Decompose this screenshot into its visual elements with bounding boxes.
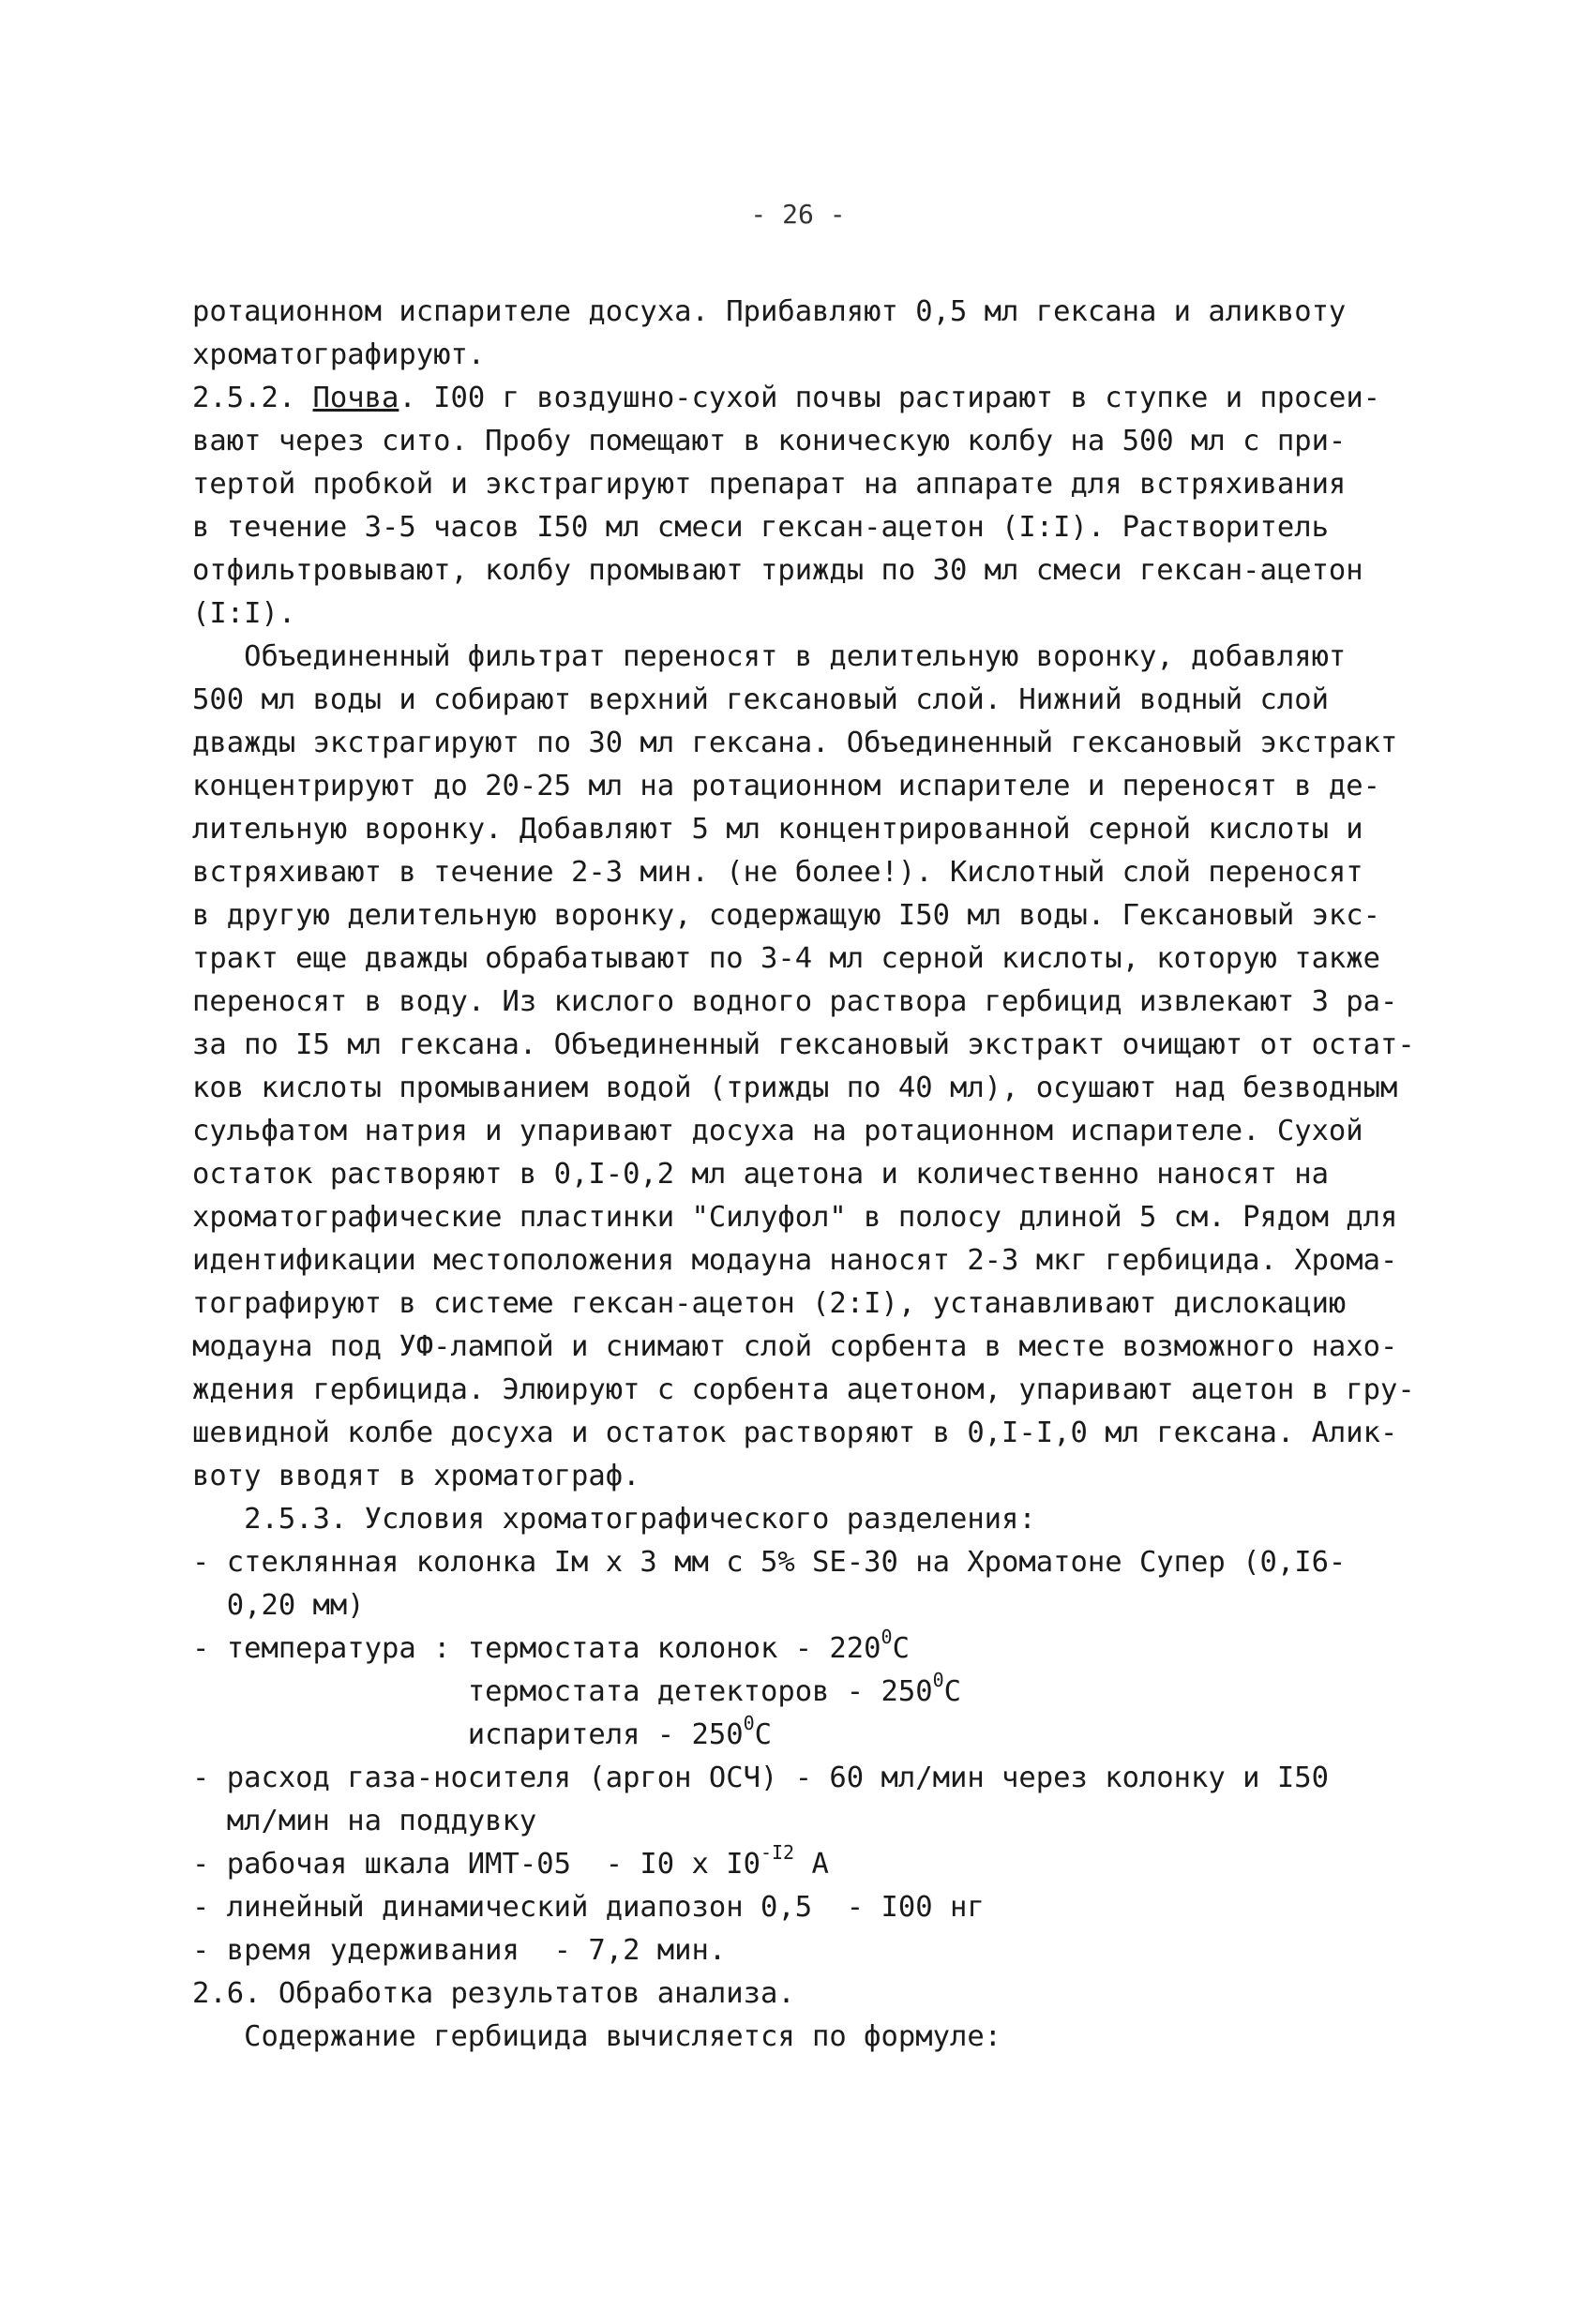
line-text: испарителя - 250 bbox=[192, 1718, 744, 1751]
text-line bbox=[192, 463, 1449, 506]
text-line bbox=[192, 1584, 1449, 1627]
text-line bbox=[192, 808, 1449, 851]
text-line bbox=[192, 679, 1449, 722]
line-text: 2.5.3. Условия хроматографического разделения: bbox=[192, 1503, 1036, 1536]
line-text: встряхивают в течение 2-3 мин. (не более!). Кислотный слой переносят bbox=[192, 856, 1363, 889]
text-line bbox=[192, 851, 1449, 894]
superscript: 0 bbox=[743, 1711, 755, 1734]
superscript: 0 bbox=[881, 1625, 893, 1648]
text-line bbox=[192, 636, 1449, 679]
text-line bbox=[192, 1627, 1449, 1671]
line-text: концентрируют до 20-25 мл на ротационном испарителе и переносят в де- bbox=[192, 770, 1381, 802]
line-text: тертой пробкой и экстрагируют препарат на аппарате для встряхивания bbox=[192, 468, 1347, 501]
page-number: - 26 - bbox=[750, 199, 846, 230]
superscript: 0 bbox=[932, 1668, 944, 1691]
line-text: воту вводят в хроматограф. bbox=[192, 1460, 640, 1492]
line-text: модауна под УФ-лампой и снимают слой сорбента в месте возможного нахо- bbox=[192, 1330, 1398, 1363]
line-text: в течение 3-5 часов I50 мл смеси гексан-ацетон (I:I). Растворитель bbox=[192, 511, 1329, 544]
text-line bbox=[192, 1024, 1449, 1067]
line-text: лительную воронку. Добавляют 5 мл концентрированной серной кислоты и bbox=[192, 813, 1363, 846]
text-line bbox=[192, 937, 1449, 981]
line-text: 2.6. Обработка результатов анализа. bbox=[192, 1977, 795, 2010]
underlined-heading: Почва bbox=[312, 382, 399, 414]
text-line bbox=[192, 1840, 1449, 1886]
line-text: - расход газа-носителя (аргон ОСЧ) - 60 мл/мин через колонку и I50 bbox=[192, 1762, 1329, 1794]
line-text: - стеклянная колонка Iм х 3 мм с 5% SE-30 на Хроматоне Супер (0,I6- bbox=[192, 1546, 1347, 1579]
text-line bbox=[192, 377, 1449, 420]
line-text: (I:I). bbox=[192, 597, 296, 630]
line-text: - рабочая шкала ИМТ-05 - I0 x I0 bbox=[192, 1848, 760, 1881]
text-line bbox=[192, 1711, 1449, 1757]
line-text: 0,20 мм) bbox=[192, 1589, 365, 1622]
text-line bbox=[192, 1886, 1449, 1929]
line-text: A bbox=[794, 1848, 829, 1881]
line-text: тракт еще дважды обрабатывают по 3-4 мл серной кислоты, которую также bbox=[192, 942, 1381, 975]
line-text: Объединенный фильтрат переносят в делительную воронку, добавляют bbox=[192, 640, 1347, 673]
text-line bbox=[192, 420, 1449, 463]
text-line bbox=[192, 894, 1449, 937]
text-line bbox=[192, 1541, 1449, 1584]
line-text: хроматографируют. bbox=[192, 338, 486, 371]
text-line bbox=[192, 1282, 1449, 1326]
line-text: С bbox=[754, 1718, 773, 1751]
text-line bbox=[192, 981, 1449, 1024]
line-text: - время удерживания - 7,2 мин. bbox=[192, 1934, 727, 1967]
line-text: идентификации местоположения модауна наносят 2-3 мкг гербицида. Хрома- bbox=[192, 1244, 1398, 1277]
body-text bbox=[192, 291, 1449, 2059]
line-text: дважды экстрагируют по 30 мл гексана. Объединенный гексановый экстракт bbox=[192, 727, 1398, 759]
line-text: тографируют в системе гексан-ацетон (2:I), устанавливают дислокацию bbox=[192, 1287, 1347, 1320]
text-line bbox=[192, 1412, 1449, 1455]
line-text: переносят в воду. Из кислого водного раствора гербицид извлекают 3 ра- bbox=[192, 985, 1398, 1018]
text-line bbox=[192, 334, 1449, 377]
line-text: шевидной колбе досуха и остаток растворяют в 0,I-I,0 мл гексана. Алик- bbox=[192, 1417, 1398, 1449]
text-line bbox=[192, 1369, 1449, 1412]
text-line bbox=[192, 1067, 1449, 1110]
text-line bbox=[192, 592, 1449, 636]
line-text: сульфатом натрия и упаривают досуха на ротационном испарителе. Сухой bbox=[192, 1115, 1363, 1147]
text-line bbox=[192, 1972, 1449, 2016]
text-line bbox=[192, 1757, 1449, 1800]
line-text: ждения гербицида. Элюируют с сорбента ацетоном, упаривают ацетон в гру- bbox=[192, 1373, 1415, 1406]
line-text: за по I5 мл гексана. Объединенный гексановый экстракт очищают от остат- bbox=[192, 1028, 1415, 1061]
line-text: остаток растворяют в 0,I-0,2 мл ацетона и количественно наносят на bbox=[192, 1158, 1329, 1191]
line-text: отфильтровывают, колбу промывают трижды по 30 мл смеси гексан-ацетон bbox=[192, 554, 1363, 587]
line-text: С bbox=[943, 1675, 962, 1708]
text-line bbox=[192, 2016, 1449, 2059]
text-line bbox=[192, 1326, 1449, 1369]
text-line bbox=[192, 1929, 1449, 1972]
line-text: - линейный динамический диапозон 0,5 - I00 нг bbox=[192, 1891, 985, 1924]
text-line bbox=[192, 1196, 1449, 1239]
line-text: мл/мин на поддувку bbox=[192, 1805, 537, 1837]
text-line bbox=[192, 1110, 1449, 1153]
text-line bbox=[192, 1668, 1449, 1714]
text-line bbox=[192, 1800, 1449, 1843]
text-line bbox=[192, 722, 1449, 765]
superscript: -I2 bbox=[760, 1840, 795, 1864]
line-text: в другую делительную воронку, содержащую I50 мл воды. Гексановый экс- bbox=[192, 899, 1381, 932]
line-text: С bbox=[892, 1632, 910, 1665]
line-text: 2.5.2. bbox=[192, 382, 313, 414]
text-line bbox=[192, 1455, 1449, 1498]
line-text: хроматографические пластинки "Силуфол" в полосу длиной 5 см. Рядом для bbox=[192, 1201, 1398, 1234]
line-text: Содержание гербицида вычисляется по формуле: bbox=[192, 2020, 1002, 2053]
text-line bbox=[192, 765, 1449, 808]
line-text: ротационном испарителе досуха. Прибавляют 0,5 мл гексана и аликвоту bbox=[192, 295, 1347, 328]
line-text: ков кислоты промыванием водой (трижды по 40 мл), осушают над безводным bbox=[192, 1072, 1398, 1104]
line-text: . I00 г воздушно-сухой почвы растирают в ступке и просеи- bbox=[399, 382, 1381, 414]
text-line bbox=[192, 1239, 1449, 1282]
line-text: термостата детекторов - 250 bbox=[192, 1675, 933, 1708]
text-line bbox=[192, 506, 1449, 549]
line-text: - температура : термостата колонок - 220 bbox=[192, 1632, 881, 1665]
text-line bbox=[192, 1498, 1449, 1541]
text-line bbox=[192, 549, 1449, 592]
text-line bbox=[192, 291, 1449, 334]
line-text: вают через сито. Пробу помещают в коническую колбу на 500 мл с при- bbox=[192, 425, 1347, 457]
line-text: 500 мл воды и собирают верхний гексановый слой. Нижний водный слой bbox=[192, 683, 1329, 716]
text-line bbox=[192, 1153, 1449, 1196]
